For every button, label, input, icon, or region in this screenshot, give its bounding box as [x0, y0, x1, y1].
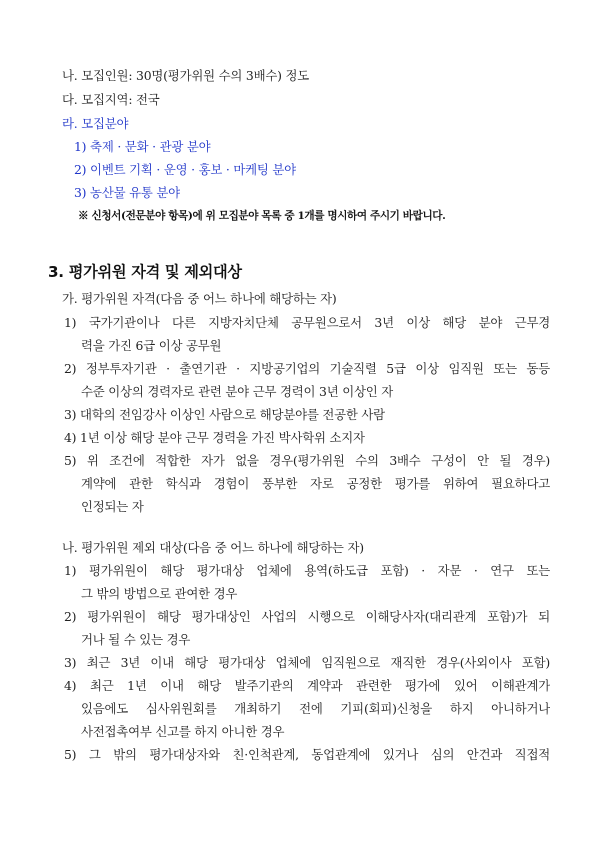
- exclusion-line: 그 밖의 방법으로 관여한 경우: [81, 586, 238, 601]
- recruit-field-item: 3) 농산물 유통 분야: [74, 185, 180, 200]
- recruit-field-item: 1) 축제 · 문화 · 관광 분야: [74, 139, 211, 154]
- exclusion-line: 1) 평가위원이 해당 평가대상 업체에 용역(하도급 포함) · 자문 · 연구 또는: [64, 563, 550, 578]
- exclusion-line: 5) 그 밖의 평가대상자와 친·인척관계, 동업관계에 있거나 심의 안건과 직접적: [64, 747, 550, 762]
- recruit-region: 다. 모집지역: 전국: [62, 92, 160, 107]
- recruit-count: 나. 모집인원: 30명(평가위원 수의 3배수) 정도: [62, 68, 310, 83]
- qualification-line: 수준 이상의 경력자로 관련 분야 근무 경력이 3년 이상인 자: [81, 384, 394, 399]
- exclusion-title: 나. 평가위원 제외 대상(다음 중 어느 하나에 해당하는 자): [62, 540, 364, 555]
- qualification-line: 5) 위 조건에 적합한 자가 없을 경우(평가위원 수의 3배수 구성이 안 될 경우): [64, 453, 550, 468]
- exclusion-line: 거나 될 수 있는 경우: [81, 632, 191, 647]
- exclusion-line: 있음에도 심사위원회를 개최하기 전에 기피(회피)신청을 하지 아니하거나: [81, 701, 550, 716]
- qualification-line: 4) 1년 이상 해당 분야 근무 경력을 가진 박사학위 소지자: [64, 430, 365, 445]
- recruit-note: ※ 신청서(전문분야 항목)에 위 모집분야 목록 중 1개를 명시하여 주시기 바랍니다.: [78, 210, 446, 222]
- exclusion-line: 3) 최근 3년 이내 해당 평가대상 업체에 임직원으로 재직한 경우(사외이사 포함): [64, 655, 550, 670]
- qualification-line: 3) 대학의 전임강사 이상인 사람으로 해당분야를 전공한 사람: [64, 407, 385, 422]
- qualification-line: 계약에 관한 학식과 경험이 풍부한 자로 공정한 평가를 위하여 필요하다고: [81, 476, 550, 491]
- exclusion-line: 2) 평가위원이 해당 평가대상인 사업의 시행으로 이해당사자(대리관계 포함)가 되: [64, 609, 550, 624]
- qualification-line: 력을 가진 6급 이상 공무원: [81, 338, 222, 353]
- exclusion-line: 사전접촉여부 신고를 하지 아니한 경우: [81, 724, 285, 739]
- qualification-line: 2) 정부투자기관 · 출연기관 · 지방공기업의 기술직렬 5급 이상 임직원 또는 동등: [64, 361, 550, 376]
- qualification-title: 가. 평가위원 자격(다음 중 어느 하나에 해당하는 자): [62, 291, 337, 306]
- recruit-fields-title: 라. 모집분야: [62, 116, 129, 131]
- recruit-field-item: 2) 이벤트 기획 · 운영 · 홍보 · 마케팅 분야: [74, 162, 296, 177]
- qualification-line: 1) 국가기관이나 다른 지방자치단체 공무원으로서 3년 이상 해당 분야 근무경: [64, 315, 550, 330]
- section-heading: 3. 평가위원 자격 및 제외대상: [48, 263, 242, 281]
- exclusion-line: 4) 최근 1년 이내 해당 발주기관의 계약과 관련한 평가에 있어 이해관계가: [64, 678, 550, 693]
- qualification-line: 인정되는 자: [81, 499, 144, 514]
